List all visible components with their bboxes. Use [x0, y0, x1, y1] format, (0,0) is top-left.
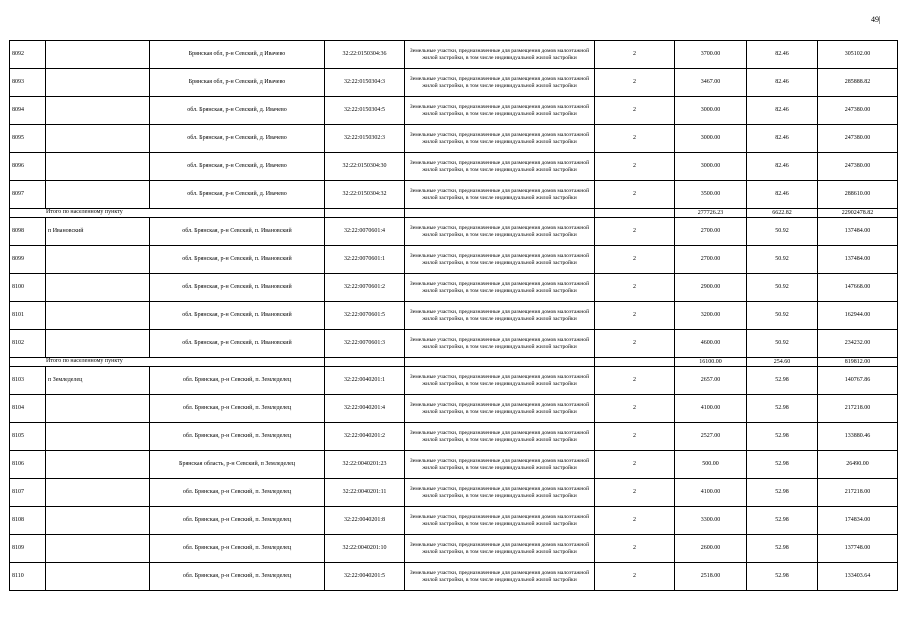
specific-value-cell: 52.98: [747, 367, 818, 395]
settlement-name: [46, 274, 150, 302]
group-cell: 2: [595, 330, 675, 358]
group-cell: 2: [595, 535, 675, 563]
land-use-cell: Земельные участки, предназначенные для размещения домов малоэтажной жилой застройки, в том числе индивидуальной жилой застройки: [405, 69, 595, 97]
cadastral-number-cell: 32:22:0150304:36: [325, 41, 405, 69]
group-cell: 2: [595, 218, 675, 246]
row-number: 8102: [10, 330, 46, 358]
settlement-total-label: Итого по населенному пункту: [10, 358, 325, 367]
cadastral-number-cell: 32:22:0040201:2: [325, 423, 405, 451]
cadastral-number-cell: 32:22:0040201:8: [325, 507, 405, 535]
group-cell: 2: [595, 563, 675, 591]
address-cell: обл. Брянская, р-н Севский, п. Земледелец: [150, 479, 325, 507]
address-cell: обл. Брянская, р-н Севский, д. Ивачево: [150, 125, 325, 153]
row-number: 8101: [10, 302, 46, 330]
address-cell: Брянская обл, р-н Севский, д Ивачево: [150, 41, 325, 69]
specific-value-cell: 52.98: [747, 535, 818, 563]
group-cell: 2: [595, 41, 675, 69]
group-cell: 2: [595, 451, 675, 479]
cadastral-value-cell: 174834.00: [818, 507, 898, 535]
specific-value-cell: 82.46: [747, 69, 818, 97]
specific-value-cell: 82.46: [747, 125, 818, 153]
cadastral-value-cell: 162944.00: [818, 302, 898, 330]
total-cadastral-value-cell: 22902478.82: [818, 209, 898, 218]
group-cell: 2: [595, 479, 675, 507]
specific-value-cell: 52.98: [747, 423, 818, 451]
row-number: 8108: [10, 507, 46, 535]
land-use-cell: Земельные участки, предназначенные для размещения домов малоэтажной жилой застройки, в том числе индивидуальной жилой застройки: [405, 479, 595, 507]
address-cell: обл. Брянская, р-н Севский, п. Ивановский: [150, 302, 325, 330]
row-number: 8103: [10, 367, 46, 395]
cadastral-number-cell: 32:22:0150302:3: [325, 125, 405, 153]
row-number: 8105: [10, 423, 46, 451]
settlement-name: [46, 507, 150, 535]
address-cell: Брянская область, р-н Севский, п Земледелец: [150, 451, 325, 479]
page-number: 49|: [871, 15, 881, 24]
specific-value-cell: 50.92: [747, 330, 818, 358]
row-number: 8110: [10, 563, 46, 591]
address-cell: Брянская обл, р-н Севский, д Ивачево: [150, 69, 325, 97]
settlement-name: [46, 563, 150, 591]
land-use-cell: Земельные участки, предназначенные для размещения домов малоэтажной жилой застройки, в том числе индивидуальной жилой застройки: [405, 423, 595, 451]
specific-value-cell: 52.98: [747, 563, 818, 591]
specific-value-cell: 82.46: [747, 153, 818, 181]
cadastral-value-cell: 247380.00: [818, 97, 898, 125]
table-row: [10, 41, 898, 69]
group-cell: 2: [595, 69, 675, 97]
group-cell: 2: [595, 395, 675, 423]
total-specific-value-cell: 254.60: [747, 358, 818, 367]
area-cell: 2600.00: [675, 535, 747, 563]
land-use-cell: Земельные участки, предназначенные для размещения домов малоэтажной жилой застройки, в том числе индивидуальной жилой застройки: [405, 330, 595, 358]
area-cell: 3000.00: [675, 97, 747, 125]
empty-cell: [595, 358, 675, 367]
area-cell: 2700.00: [675, 246, 747, 274]
specific-value-cell: 50.92: [747, 246, 818, 274]
settlement-name: [46, 395, 150, 423]
table-row: [10, 451, 898, 479]
address-cell: обл. Брянская, р-н Севский, п. Земледелец: [150, 423, 325, 451]
group-cell: 2: [595, 153, 675, 181]
group-cell: 2: [595, 97, 675, 125]
group-cell: 2: [595, 302, 675, 330]
specific-value-cell: 52.98: [747, 395, 818, 423]
empty-cell: [595, 209, 675, 218]
cadastral-value-cell: 288610.00: [818, 181, 898, 209]
specific-value-cell: 52.98: [747, 451, 818, 479]
settlement-name: [46, 423, 150, 451]
empty-cell: [325, 209, 405, 218]
land-use-cell: Земельные участки, предназначенные для размещения домов малоэтажной жилой застройки, в том числе индивидуальной жилой застройки: [405, 218, 595, 246]
row-number: 8095: [10, 125, 46, 153]
cadastral-value-cell: 133403.64: [818, 563, 898, 591]
area-cell: 4100.00: [675, 479, 747, 507]
row-number: 8097: [10, 181, 46, 209]
table-row: [10, 97, 898, 125]
group-cell: 2: [595, 423, 675, 451]
area-cell: 2518.00: [675, 563, 747, 591]
specific-value-cell: 50.92: [747, 218, 818, 246]
row-number: 8094: [10, 97, 46, 125]
row-number: 8109: [10, 535, 46, 563]
specific-value-cell: 52.98: [747, 479, 818, 507]
cadastral-value-cell: 247380.00: [818, 125, 898, 153]
area-cell: 2527.00: [675, 423, 747, 451]
settlement-name: [46, 479, 150, 507]
table-row: [10, 423, 898, 451]
specific-value-cell: 82.46: [747, 41, 818, 69]
area-cell: 4600.00: [675, 330, 747, 358]
row-number: 8106: [10, 451, 46, 479]
cadastral-number-cell: 32:22:0150304:32: [325, 181, 405, 209]
land-use-cell: Земельные участки, предназначенные для размещения домов малоэтажной жилой застройки, в том числе индивидуальной жилой застройки: [405, 507, 595, 535]
area-cell: 3200.00: [675, 302, 747, 330]
cadastral-value-cell: 305102.00: [818, 41, 898, 69]
area-cell: 2657.00: [675, 367, 747, 395]
cadastral-number-cell: 32:22:0150304:5: [325, 97, 405, 125]
settlement-name: п Ивановский: [46, 218, 150, 246]
table-row: [10, 535, 898, 563]
address-cell: обл. Брянская, р-н Севский, п. Земледелец: [150, 367, 325, 395]
address-cell: обл. Брянская, р-н Севский, д. Ивачево: [150, 97, 325, 125]
land-use-cell: Земельные участки, предназначенные для размещения домов малоэтажной жилой застройки, в том числе индивидуальной жилой застройки: [405, 181, 595, 209]
settlement-name: [46, 181, 150, 209]
total-area-cell: 277726.23: [675, 209, 747, 218]
table-row: [10, 274, 898, 302]
area-cell: 4100.00: [675, 395, 747, 423]
total-specific-value-cell: 6622.82: [747, 209, 818, 218]
table-row: [10, 479, 898, 507]
cadastral-value-table: [9, 40, 898, 591]
land-use-cell: Земельные участки, предназначенные для размещения домов малоэтажной жилой застройки, в том числе индивидуальной жилой застройки: [405, 41, 595, 69]
total-cadastral-value-cell: 819812.00: [818, 358, 898, 367]
total-area-cell: 16100.00: [675, 358, 747, 367]
area-cell: 3000.00: [675, 125, 747, 153]
land-use-cell: Земельные участки, предназначенные для размещения домов малоэтажной жилой застройки, в том числе индивидуальной жилой застройки: [405, 451, 595, 479]
land-use-cell: Земельные участки, предназначенные для размещения домов малоэтажной жилой застройки, в том числе индивидуальной жилой застройки: [405, 563, 595, 591]
cadastral-number-cell: 32:22:0070601:4: [325, 218, 405, 246]
settlement-total-row: [10, 209, 898, 218]
area-cell: 500.00: [675, 451, 747, 479]
address-cell: обл. Брянская, р-н Севский, п. Земледелец: [150, 507, 325, 535]
land-use-cell: Земельные участки, предназначенные для размещения домов малоэтажной жилой застройки, в том числе индивидуальной жилой застройки: [405, 125, 595, 153]
land-use-cell: Земельные участки, предназначенные для размещения домов малоэтажной жилой застройки, в том числе индивидуальной жилой застройки: [405, 302, 595, 330]
address-cell: обл. Брянская, р-н Севский, п. Земледелец: [150, 563, 325, 591]
row-number: 8092: [10, 41, 46, 69]
area-cell: 3700.00: [675, 41, 747, 69]
table-row: [10, 563, 898, 591]
settlement-name: [46, 41, 150, 69]
table-row: [10, 125, 898, 153]
cadastral-number-cell: 32:22:0040201:5: [325, 563, 405, 591]
area-cell: 3500.00: [675, 181, 747, 209]
cadastral-number-cell: 32:22:0070601:5: [325, 302, 405, 330]
cadastral-value-cell: 140767.86: [818, 367, 898, 395]
settlement-total-row: [10, 358, 898, 367]
row-number: 8107: [10, 479, 46, 507]
area-cell: 3467.00: [675, 69, 747, 97]
group-cell: 2: [595, 125, 675, 153]
land-use-cell: Земельные участки, предназначенные для размещения домов малоэтажной жилой застройки, в том числе индивидуальной жилой застройки: [405, 246, 595, 274]
specific-value-cell: 52.98: [747, 507, 818, 535]
table-row: [10, 69, 898, 97]
area-cell: 2900.00: [675, 274, 747, 302]
cadastral-value-cell: 285888.82: [818, 69, 898, 97]
cadastral-number-cell: 32:22:0150304:30: [325, 153, 405, 181]
address-cell: обл. Брянская, р-н Севский, п. Земледелец: [150, 535, 325, 563]
table-row: [10, 507, 898, 535]
cadastral-number-cell: 32:22:0040201:23: [325, 451, 405, 479]
row-number: 8096: [10, 153, 46, 181]
cadastral-number-cell: 32:22:0070601:3: [325, 330, 405, 358]
land-use-cell: Земельные участки, предназначенные для размещения домов малоэтажной жилой застройки, в том числе индивидуальной жилой застройки: [405, 367, 595, 395]
table-row: [10, 218, 898, 246]
land-use-cell: Земельные участки, предназначенные для размещения домов малоэтажной жилой застройки, в том числе индивидуальной жилой застройки: [405, 535, 595, 563]
specific-value-cell: 82.46: [747, 97, 818, 125]
row-number: 8104: [10, 395, 46, 423]
specific-value-cell: 82.46: [747, 181, 818, 209]
specific-value-cell: 50.92: [747, 302, 818, 330]
address-cell: обл. Брянская, р-н Севский, п. Ивановский: [150, 218, 325, 246]
cadastral-value-cell: 217218.00: [818, 395, 898, 423]
address-cell: обл. Брянская, р-н Севский, п. Ивановский: [150, 246, 325, 274]
empty-cell: [405, 209, 595, 218]
empty-cell: [405, 358, 595, 367]
settlement-name: [46, 330, 150, 358]
land-use-cell: Земельные участки, предназначенные для размещения домов малоэтажной жилой застройки, в том числе индивидуальной жилой застройки: [405, 395, 595, 423]
settlement-name: [46, 97, 150, 125]
settlement-name: [46, 125, 150, 153]
settlement-name: [46, 302, 150, 330]
address-cell: обл. Брянская, р-н Севский, п. Ивановский: [150, 330, 325, 358]
empty-cell: [325, 358, 405, 367]
land-use-cell: Земельные участки, предназначенные для размещения домов малоэтажной жилой застройки, в том числе индивидуальной жилой застройки: [405, 274, 595, 302]
row-number: 8100: [10, 274, 46, 302]
table-row: [10, 302, 898, 330]
cadastral-value-cell: 26490.00: [818, 451, 898, 479]
address-cell: обл. Брянская, р-н Севский, п. Ивановский: [150, 274, 325, 302]
settlement-name: [46, 535, 150, 563]
cadastral-value-cell: 147668.00: [818, 274, 898, 302]
row-number: 8099: [10, 246, 46, 274]
specific-value-cell: 50.92: [747, 274, 818, 302]
cadastral-value-cell: 247380.00: [818, 153, 898, 181]
cadastral-number-cell: 32:22:0040201:11: [325, 479, 405, 507]
settlement-name: [46, 69, 150, 97]
cadastral-number-cell: 32:22:0040201:1: [325, 367, 405, 395]
table-row: [10, 367, 898, 395]
cadastral-value-cell: 234232.00: [818, 330, 898, 358]
group-cell: 2: [595, 274, 675, 302]
cadastral-number-cell: 32:22:0150304:3: [325, 69, 405, 97]
table-row: [10, 153, 898, 181]
table-row: [10, 330, 898, 358]
table-row: [10, 246, 898, 274]
cadastral-value-cell: 137748.00: [818, 535, 898, 563]
area-cell: 3300.00: [675, 507, 747, 535]
cadastral-number-cell: 32:22:0070601:1: [325, 246, 405, 274]
cadastral-number-cell: 32:22:0070601:2: [325, 274, 405, 302]
cadastral-value-cell: 217218.00: [818, 479, 898, 507]
settlement-name: [46, 451, 150, 479]
row-number: 8098: [10, 218, 46, 246]
land-use-cell: Земельные участки, предназначенные для размещения домов малоэтажной жилой застройки, в том числе индивидуальной жилой застройки: [405, 97, 595, 125]
settlement-name: [46, 153, 150, 181]
table-row: [10, 395, 898, 423]
area-cell: 2700.00: [675, 218, 747, 246]
table-body: [10, 41, 898, 591]
settlement-name: [46, 246, 150, 274]
address-cell: обл. Брянская, р-н Севский, п. Земледелец: [150, 395, 325, 423]
cadastral-value-cell: 133880.46: [818, 423, 898, 451]
table-row: [10, 181, 898, 209]
area-cell: 3000.00: [675, 153, 747, 181]
address-cell: обл. Брянская, р-н Севский, д. Ивачево: [150, 181, 325, 209]
cadastral-value-cell: 137484.00: [818, 218, 898, 246]
settlement-total-label: Итого по населенному пункту: [10, 209, 325, 218]
land-use-cell: Земельные участки, предназначенные для размещения домов малоэтажной жилой застройки, в том числе индивидуальной жилой застройки: [405, 153, 595, 181]
group-cell: 2: [595, 181, 675, 209]
group-cell: 2: [595, 367, 675, 395]
cadastral-value-cell: 137484.00: [818, 246, 898, 274]
cadastral-number-cell: 32:22:0040201:10: [325, 535, 405, 563]
row-number: 8093: [10, 69, 46, 97]
group-cell: 2: [595, 507, 675, 535]
group-cell: 2: [595, 246, 675, 274]
address-cell: обл. Брянская, р-н Севский, д. Ивачево: [150, 153, 325, 181]
cadastral-number-cell: 32:22:0040201:4: [325, 395, 405, 423]
settlement-name: п Земледелец: [46, 367, 150, 395]
